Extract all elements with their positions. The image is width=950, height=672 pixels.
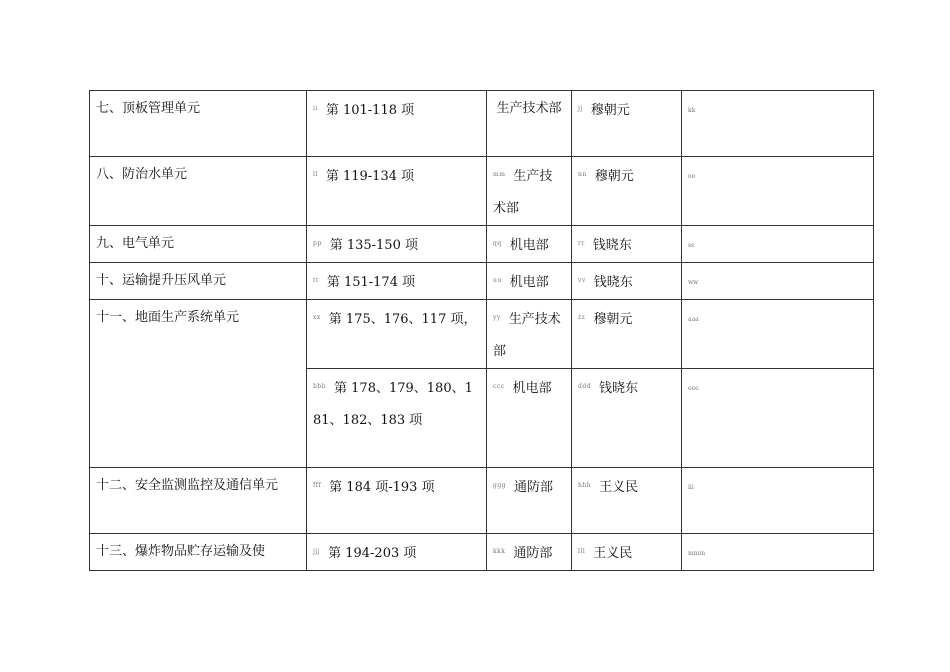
cell-marker: eee [688,385,699,392]
dept-text: 机电部 [509,238,549,253]
cell-marker: ww [688,279,699,286]
cell-marker: pp [313,240,322,247]
person-text: 穆朝元 [594,169,634,184]
table-row [90,91,874,157]
unit-name: 九、电气单元 [90,226,307,263]
dept-cell [487,534,572,571]
cell-marker: yy [493,314,501,321]
note-cell [682,300,874,369]
items-cell [307,91,487,157]
cell-marker: bbb [313,383,327,390]
unit-name: 十三、爆炸物品贮存运输及使 [90,534,307,571]
dept-text: 机电部 [509,275,549,290]
cell-marker: vv [578,277,586,284]
unit-name: 八、防治水单元 [90,157,307,226]
cell-marker: fff [313,482,322,489]
table-row [90,263,874,300]
note-cell [682,91,874,157]
dept-cell [487,468,572,534]
items-text: 第 178、179、180、181、182、183 项 [313,381,473,428]
items-text: 第 119-134 项 [325,169,415,184]
cell-marker: hhh [578,482,592,489]
responsibility-table [89,90,874,571]
items-text: 第 135-150 项 [329,238,418,253]
cell-marker: ss [688,242,695,249]
items-cell [307,468,487,534]
person-text: 王义民 [593,546,633,561]
cell-marker: zz [578,314,586,321]
person-cell [572,300,682,369]
person-cell [572,157,682,226]
items-text: 第 101-118 项 [325,103,415,118]
dept-cell [487,263,572,300]
cell-marker: xx [313,314,321,321]
note-cell [682,263,874,300]
table-row [90,300,874,369]
cell-marker: lll [578,548,586,555]
items-text: 第 194-203 项 [328,546,417,561]
dept-cell [487,226,572,263]
cell-marker: nn [578,171,587,178]
cell-marker: rr [578,240,585,247]
cell-marker: oo [688,173,696,180]
unit-name: 十一、地面生产系统单元 [90,300,307,468]
items-cell [307,226,487,263]
note-cell [682,226,874,263]
note-cell [682,369,874,468]
cell-marker: mm [493,171,506,178]
dept-text: 生产技术部 [493,169,553,216]
cell-marker: iii [688,484,694,491]
person-cell [572,369,682,468]
person-cell [572,226,682,263]
cell-marker: ii [313,105,318,112]
unit-name: 十二、安全监测监控及通信单元 [90,468,307,534]
dept-text: 生产技术部 [493,312,561,359]
cell-marker: jj [578,105,583,112]
cell-marker: aaa [688,316,699,323]
items-text: 第 184 项-193 项 [329,480,435,495]
cell-marker: ccc [493,383,505,390]
dept-cell [487,91,572,157]
dept-text: 通防部 [514,480,554,495]
items-cell [307,157,487,226]
person-text: 穆朝元 [590,103,630,118]
unit-name: 十、运输提升压风单元 [90,263,307,300]
unit-name: 七、顶板管理单元 [90,91,307,157]
person-cell [572,534,682,571]
items-cell [307,263,487,300]
table-row [90,157,874,226]
table-row [90,534,874,571]
dept-cell [487,369,572,468]
cell-marker: kkk [493,548,506,555]
dept-text: 生产技术部 [496,101,562,116]
table-row [90,226,874,263]
person-text: 钱晓东 [592,238,632,253]
items-text: 第 151-174 项 [326,275,416,290]
note-cell [682,534,874,571]
cell-marker: mmm [688,550,706,557]
items-text: 第 175、176、117 项， [328,312,477,327]
dept-text: 通防部 [513,546,553,561]
cell-marker: qq [493,240,502,247]
dept-cell [487,300,572,369]
cell-marker: tt [313,277,319,284]
person-cell [572,468,682,534]
person-text: 穆朝元 [593,312,633,327]
cell-marker: uu [493,277,502,284]
dept-cell [487,157,572,226]
items-cell [307,300,487,369]
cell-marker: jjj [313,548,321,555]
items-cell [307,534,487,571]
dept-text: 机电部 [512,381,552,396]
cell-marker: ll [313,171,318,178]
table-row [90,468,874,534]
person-text: 钱晓东 [593,275,633,290]
person-cell [572,91,682,157]
note-cell [682,157,874,226]
cell-marker: ggg [493,482,507,489]
cell-marker: kk [688,107,696,114]
items-cell [307,369,487,468]
note-cell [682,468,874,534]
person-text: 钱晓东 [599,381,639,396]
person-cell [572,263,682,300]
person-text: 王义民 [599,480,639,495]
cell-marker: ddd [578,383,592,390]
